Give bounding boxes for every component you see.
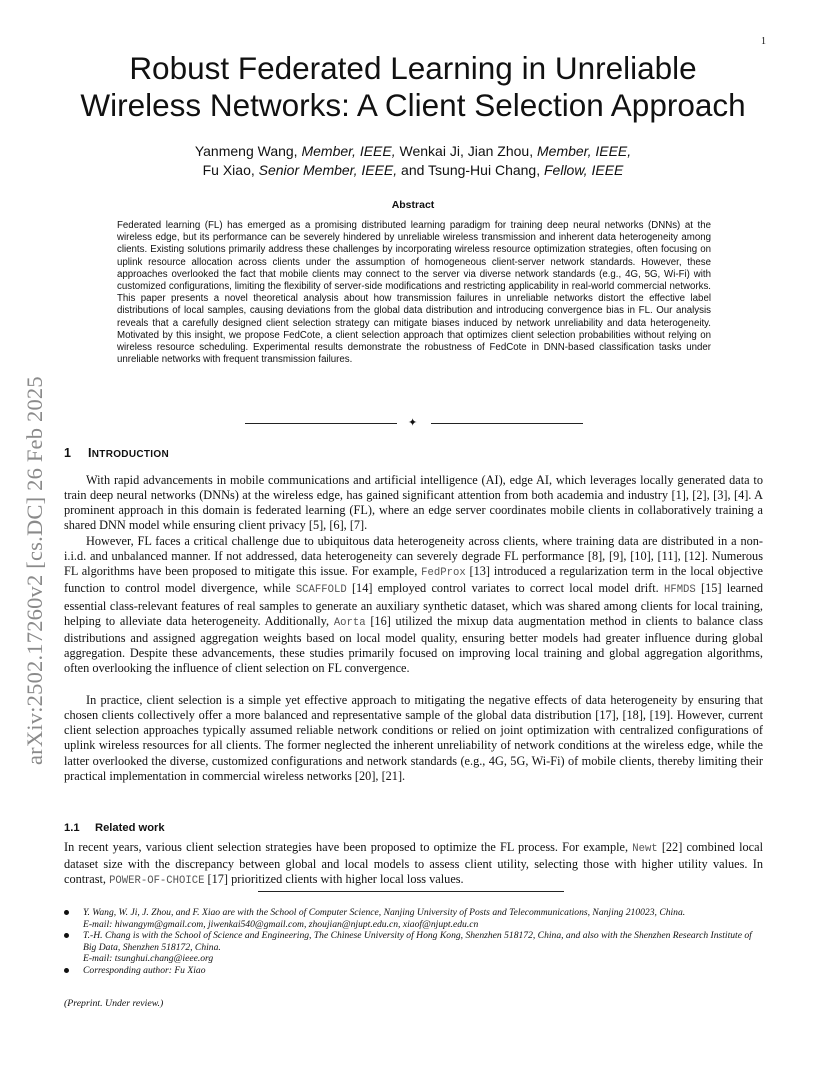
footnote-1-email: E-mail: hiwangym@gmail.com, jiwenkai540@gmail.com, zhoujian@njupt.edu.cn, xiaof@njupt.edu.cn: [83, 918, 479, 930]
paragraph-2: [64, 534, 763, 676]
method-aorta: Aorta: [333, 616, 366, 629]
preprint-note: (Preprint. Under review.): [64, 998, 164, 1009]
author-4-role: Fellow, IEEE: [544, 162, 624, 178]
page-number: 1: [761, 36, 766, 47]
paper-title: [60, 50, 766, 124]
footnote-affiliation-2: [64, 930, 764, 965]
author-1-role: Member, IEEE,: [301, 143, 396, 159]
arxiv-identifier-stamp: arXiv:2502.17260v2 [cs.DC] 26 Feb 2025: [22, 376, 47, 765]
author-3-role: Senior Member, IEEE,: [258, 162, 398, 178]
author-3: Fu Xiao,: [202, 162, 259, 178]
abstract-heading: Abstract: [391, 199, 435, 211]
method-hfmds: HFMDS: [663, 584, 696, 597]
paragraph-2-text-d: [15] learned essential class-relevant features of real samples to generate an auxiliary synthetic dataset, which was shared among clients for local training, helping to alleviate data heterogeneity. Additionally,: [64, 581, 763, 628]
paragraph-4-text-a: In recent years, various client selection strategies have been proposed to optimize the FL process. For example,: [64, 840, 633, 854]
section-title-initial: I: [88, 446, 92, 460]
divider-line-left: [245, 423, 397, 424]
method-scaffold: SCAFFOLD: [295, 584, 347, 597]
section-heading-introduction: [64, 446, 169, 460]
divider-line-right: [431, 423, 583, 424]
bullet-icon: [64, 968, 69, 973]
author-2-role: Member, IEEE,: [537, 143, 632, 159]
paragraph-2-text-c: [14] employed control variates to correct local model drift.: [346, 581, 664, 596]
method-fedprox: FedProx: [421, 567, 466, 580]
author-4: and Tsung-Hui Chang,: [397, 162, 544, 178]
footnote-rule: [258, 891, 564, 892]
section-divider: [245, 417, 583, 429]
footnotes: [64, 907, 764, 977]
method-power-of-choice: POWER-OF-CHOICE: [109, 875, 205, 888]
method-newt: Newt: [632, 843, 658, 855]
footnote-1-text: Y. Wang, W. Ji, J. Zhou, and F. Xiao are with the School of Computer Science, Nanjing University of Posts and Telecommunications, Nanjing 210023, China.: [83, 907, 686, 918]
bullet-icon: [64, 910, 69, 915]
paragraph-2-text-e: [16] utilized the mixup data augmentation method in clients to balance class distributions and assigned aggregation weights based on local model quality, ensuring better models had greater influence during global aggregation. Despite these advancements, these studies primarily focused on improving local training and global aggregation algorithms, often overlooking the influence of client selection on FL convergence.: [64, 613, 763, 676]
author-list: [60, 142, 766, 180]
paragraph-4-text-b: [22] combined local dataset size with the discrepancy between global and local models to assess client utility, selecting those with higher utility values. In contrast,: [64, 840, 763, 887]
title-line-1: Robust Federated Learning in Unreliable: [129, 50, 697, 86]
title-line-2: Wireless Networks: A Client Selection Approach: [80, 87, 746, 123]
bullet-icon: [64, 933, 69, 938]
paragraph-4-text-c: [17] prioritized clients with higher local loss values.: [204, 872, 464, 887]
abstract-text: Federated learning (FL) has emerged as a promising distributed learning paradigm for training deep neural networks (DNNs) at the wireless edge, but its performance can be severely hindered by unreliable wireless transmission and inherent data heterogeneity among clients. Existing solutions primarily address these challenges by incorporating wireless resource optimization strategies, often focusing on uplink resource allocation across clients under the assumption of homogeneous client-server network standards. However, these approaches overlooked the fact that mobile clients may connect to the server via diverse network standards (e.g., 4G, 5G, Wi-Fi) with customized configurations, limiting the flexibility of server-side modifications and restricting applicability in real-world commercial networks. This paper presents a novel theoretical analysis about how transmission failures in unreliable networks distort the effective label distributions of local samples, causing deviations from the global data distribution and introducing convergence bias in FL. Our analysis reveals that a carefully designed client selection strategy can mitigate biases induced by network unreliability and data heterogeneity. Motivated by this insight, we propose FedCote, a client selection approach that optimizes client selection probabilities without relying on wireless resource scheduling. Experimental results demonstrate the robustness of FedCote in DNN-based classification tasks under unreliable networks with frequent transmission failures.: [117, 220, 711, 366]
diamond-icon: ✦: [408, 417, 418, 429]
paragraph-1: With rapid advancements in mobile communications and artificial intelligence (AI), edge AI, which leverages locally generated data to train deep neural networks (DNNs) at the wireless edge, has gained significant attention from both academia and industry [1], [2], [3], [4]. A prominent approach in this domain is federated learning (FL), where an edge server coordinates mobile clients in collaboratively training a shared DNN model while ensuring client privacy [5], [6], [7].: [64, 473, 763, 533]
footnote-2-email: E-mail: tsunghui.chang@ieee.org: [83, 953, 214, 965]
section-number: 1: [64, 446, 72, 460]
section-title-rest: NTRODUCTION: [91, 449, 169, 460]
paragraph-4: [64, 840, 763, 889]
paragraph-3: In practice, client selection is a simple yet effective approach to mitigating the negative effects of data heterogeneity by ensuring that chosen clients collectively offer a more balanced and representative sample of the global data distribution [17], [18], [19]. However, current client selection approaches typically assumed reliable network conditions or relied on joint optimization with centralized configurations of uplink wireless resources for all clients. The former neglected the inherent unreliability of network conditions at the wireless edge, while the latter overlooked the diverse, customized configurations and network standards (e.g., 4G, 5G, Wi-Fi) of mobile clients, thereby limiting their practical implementation in commercial wireless networks [20], [21].: [64, 693, 763, 783]
paragraph-2-text-a: However, FL faces a critical challenge due to ubiquitous data heterogeneity across clients, where training data are distributed in a non-i.i.d. and unbalanced manner. If not addressed, data heterogeneity can severely degrade FL performance [8], [9], [10], [11], [12]. Numerous FL algorithms have been proposed to mitigate this issue. For example,: [64, 534, 763, 579]
footnote-corresponding-author: [64, 965, 764, 977]
footnote-2-text: T.-H. Chang is with the School of Science and Engineering, The Chinese University of Hong Kong, Shenzhen 518172, China, and also with the Shenzhen Research Institute of Big Data, Shenzhen 518172, China.: [83, 930, 752, 953]
author-1: Yanmeng Wang,: [194, 143, 302, 159]
subsection-number: 1.1: [64, 822, 80, 834]
footnote-3-text: Corresponding author: Fu Xiao: [83, 964, 206, 976]
paragraph-2-text-b: [13] introduced a regularization term in the local objective function to control model divergence, while: [64, 564, 763, 596]
subsection-title: Related work: [95, 822, 165, 834]
footnote-affiliation-1: [64, 907, 764, 930]
subsection-heading-related-work: [64, 822, 165, 834]
author-2: Wenkai Ji, Jian Zhou,: [395, 143, 537, 159]
